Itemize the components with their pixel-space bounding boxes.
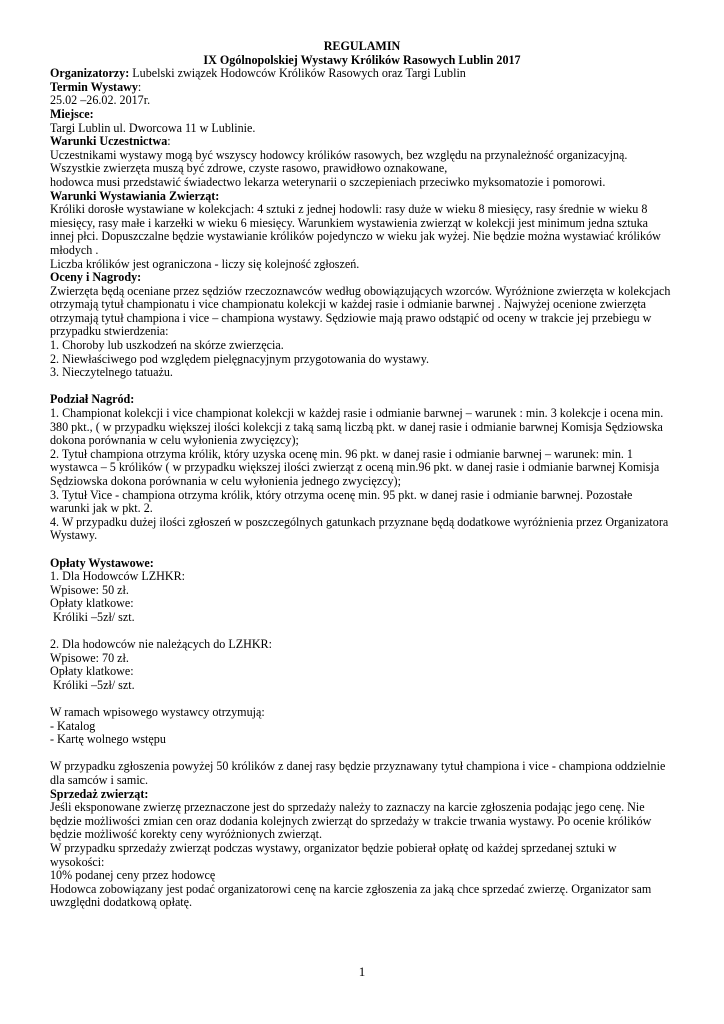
fees-includes-label: W ramach wpisowego wystawcy otrzymują: (50, 705, 265, 720)
sales-text: W przypadku sprzedaży zwierząt podczas wystawy, organizator będzie pobierał opłatę od każdej sprzedanej sztuki w wysokości: (50, 841, 617, 869)
spacer (50, 693, 674, 707)
dates-label: Termin Wystawy (50, 79, 138, 94)
exhibition-conditions-text: Króliki dorosłe wystawiane w kolekcjach: 4 sztuki z jednej hodowli: rasy duże w wieku 8 miesięcy, rasy średnie w wieku 8 miesięcy, rasy małe i karzełki w wieku 6 miesięcy. Warunkiem wystawienia zwierząt w kolekcji jest minimum jedna sztuka innej płci. Dopuszczalne będzie wystawianie królików pojedynczo w wieku jak wyżej. Nie będzie można wystawiać królików młodych . (50, 202, 661, 257)
dates-value: 25.02 –26.02. 2017r. (50, 93, 151, 108)
spacer (50, 625, 674, 639)
prizes-item: 4. W przypadku dużej ilości zgłoszeń w poszczególnych gatunkach przyznane będą dodatkowe wyróżnienia przez Organizatora Wystawy. (50, 514, 669, 543)
grading-text: Zwierzęta będą oceniane przez sędziów rzeczoznawców według obowiązujących wzorców. Wyróżnione zwierzęta w kolekcjach otrzymają tytuł championatu i vice championatu kolekcji w każdej rasie i odmianie barwnej . Najwyżej ocenione zwierzęta otrzymają tytuł championa i vice – championa wystawy. Sędziowie mają prawo odstąpić od oceny w trakcie jej przebiegu w przypadku stwierdzenia: (50, 283, 671, 339)
grading-item: 2. Niewłaściwego pod względem pielęgnacyjnym przygotowania do wystawy. (50, 351, 430, 366)
document-page (50, 40, 674, 910)
spacer (50, 380, 674, 394)
fees-group1-cage-value: Króliki –5zł/ szt. (50, 609, 135, 624)
grading-item: 3. Nieczytelnego tatuażu. (50, 365, 173, 380)
organizers-label: Organizatorzy: (50, 66, 130, 81)
sales-text: Jeśli eksponowane zwierzę przeznaczone jest do sprzedaży należy to zaznaczy na karcie zgłoszenia podając jego cenę. Nie będzie możliwości zmian cen oraz dodania kolejnych zwierząt do sprzedaży w trakcie trwania wystawy. Po ocenie królików będzie możliwość korekty ceny wyróżnionych zwierząt. (50, 800, 652, 842)
fees-label: Opłaty Wystawowe: (50, 555, 154, 570)
spacer (50, 747, 674, 761)
venue-label: Miejsce: (50, 106, 94, 121)
participation-line: Wszystkie zwierzęta muszą być zdrowe, czyste rasowo, prawidłowo oznakowane, (50, 161, 448, 176)
venue-value: Targi Lublin ul. Dworcowa 11 w Lublinie. (50, 120, 256, 135)
participation-line: Uczestnikami wystawy mogą być wszyscy hodowcy królików rasowych, bez względu na przynależność organizacyjną. (50, 147, 628, 162)
fees-group2-cage-label: Opłaty klatkowe: (50, 664, 134, 679)
organizers-line (50, 67, 674, 81)
grading-item: 1. Choroby lub uszkodzeń na skórze zwierzęcia. (50, 338, 284, 353)
fees-group1-heading: 1. Dla Hodowców LZHKR: (50, 569, 186, 584)
sales-text: Hodowca zobowiązany jest podać organizatorowi cenę na karcie zgłoszenia za jaką chce sprzedać zwierzę. Organizator sam uwzględni dodatkową opłatę. (50, 881, 652, 910)
participation-colon: : (167, 134, 171, 149)
dates-colon: : (137, 79, 142, 94)
spacer (50, 543, 674, 557)
organizers-value: Lubelski związek Hodowców Królików Rasowych oraz Targi Lublin (129, 66, 466, 81)
prizes-item: 2. Tytuł championa otrzyma królik, który uzyska ocenę min. 96 pkt. w danej rasie i odmianie barwnej – warunek: min. 1 wystawca – 5 królików ( w przypadku większej ilości zwierząt z oceną min.96 pkt. w danej rasie i odmianie barwnej Komisja Sędziowska dokona porównania w celu wyłonienia jednego zwycięzcy); (50, 446, 660, 488)
fees-group2-entry: Wpisowe: 70 zł. (50, 650, 129, 665)
participation-label: Warunki Uczestnictwa (50, 134, 168, 149)
sales-label: Sprzedaż zwierząt: (50, 786, 149, 801)
fees-include-item: - Katalog (50, 718, 96, 733)
fees-group1-entry: Wpisowe: 50 zł. (50, 582, 129, 597)
fees-include-item: - Kartę wolnego wstępu (50, 732, 166, 747)
page-number: 1 (358, 964, 366, 979)
grading-label: Oceny i Nagrody: (50, 270, 142, 285)
sales-text: 10% podanej ceny przez hodowcę (50, 868, 216, 883)
dates-heading (50, 81, 674, 95)
exhibition-conditions-label: Warunki Wystawiania Zwierząt: (50, 188, 220, 203)
participation-line: hodowca musi przedstawić świadectwo lekarza weterynarii o szczepieniach przeciwko myksomatozie i pomorowi. (50, 174, 606, 189)
fees-group1-cage-label: Opłaty klatkowe: (50, 596, 134, 611)
fees-group2-cage-value: Króliki –5zł/ szt. (50, 677, 135, 692)
fees-group2-heading: 2. Dla hodowców nie należących do LZHKR: (50, 637, 272, 652)
prizes-label: Podział Nagród: (50, 392, 135, 407)
prizes-item: 1. Championat kolekcji i vice championat kolekcji w każdej rasie i odmianie barwnej – warunek : min. 3 kolekcje i ocena min. 380 pkt., ( w przypadku większej ilości kolekcji z taką samą liczbą pkt. w danej rasie i odmianie barwnej Komisja Sędziowska dokona porównania w celu wyłonienia zwycięzcy); (50, 406, 664, 448)
champion-note: W przypadku zgłoszenia powyżej 50 królików z danej rasy będzie przyznawany tytuł championa i vice - championa oddzielnie dla samców i samic. (50, 759, 666, 788)
document-title: REGULAMIN (323, 39, 401, 53)
participation-heading (50, 135, 674, 149)
prizes-item: 3. Tytuł Vice - championa otrzyma królik, który otrzyma ocenę min. 95 pkt. w danej rasie i odmianie barwnej. Pozostałe warunki jak w pkt. 2. (50, 487, 633, 516)
exhibition-conditions-limit: Liczba królików jest ograniczona - liczy się kolejność zgłoszeń. (50, 256, 360, 271)
document-subtitle: IX Ogólnopolskiej Wystawy Królików Rasowych Lublin 2017 (203, 52, 521, 67)
